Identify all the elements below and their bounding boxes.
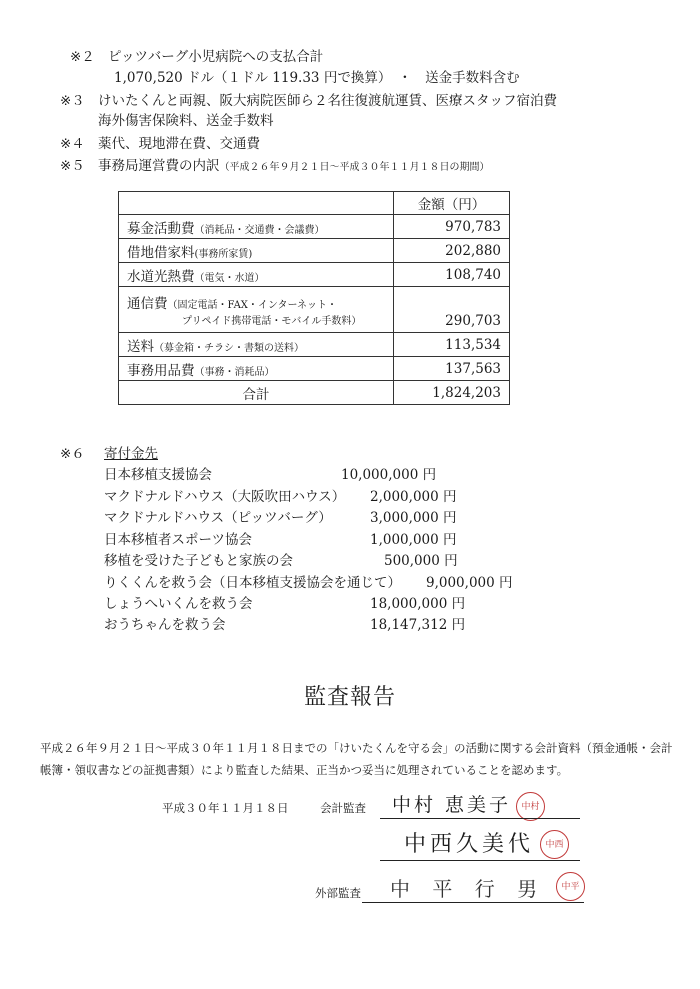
donation-name: マクドナルドハウス（大阪吹田ハウス） bbox=[104, 489, 346, 505]
note-text: 事務局運営費の内訳 bbox=[98, 158, 220, 174]
expense-sub: （固定電話・FAX・インターネット・ bbox=[167, 300, 338, 311]
table-row bbox=[119, 333, 510, 357]
donation-amount: 500,000 円 bbox=[384, 553, 458, 569]
donations-mark: ※６ bbox=[60, 446, 85, 462]
note-mark: ※２ bbox=[70, 49, 95, 65]
total-label: 合計 bbox=[119, 381, 394, 405]
audit-text: 平成２６年９月２１日～平成３０年１１月１８日までの「けいたくんを守る会」の活動に関する会計資料（預金通帳・会計帳簿・領収書などの証拠書類）により監査した結果、正当かつ妥当に処理されていることを認めます。 bbox=[40, 741, 673, 777]
expense-sub: (事務所家賃) bbox=[194, 248, 253, 260]
expense-sub: （事務・消耗品） bbox=[194, 366, 275, 378]
expense-name: 借地借家料 bbox=[127, 244, 195, 261]
signature-nakahira: 中 平 行 男 bbox=[390, 877, 546, 901]
expense-amount: 970,783 bbox=[394, 215, 510, 239]
expense-name: 募金活動費 bbox=[127, 220, 195, 237]
donation-amount: 2,000,000 円 bbox=[370, 489, 457, 505]
signature-nakanishi: 中西久美代 bbox=[404, 832, 535, 857]
total-amount: 1,824,203 bbox=[394, 381, 510, 405]
donation-name: しょうへいくんを救う会 bbox=[104, 596, 253, 612]
seal-stamp: 中西 bbox=[540, 830, 569, 859]
audit-title: 監査報告 bbox=[304, 685, 397, 710]
expense-label bbox=[119, 263, 394, 287]
donation-amount: 1,000,000 円 bbox=[370, 532, 457, 548]
expense-amount: 113,534 bbox=[394, 333, 510, 357]
donation-amount: 18,000,000 円 bbox=[370, 596, 466, 612]
note-mark: ※３ bbox=[60, 93, 85, 109]
table-row bbox=[119, 239, 510, 263]
signature-line bbox=[380, 818, 580, 819]
note-4 bbox=[60, 134, 260, 154]
audit-date: 平成３０年１１月１８日 bbox=[162, 801, 289, 815]
note-text: けいたくんと両親、阪大病院医師ら２名往復渡航運賃、医療スタッフ宿泊費 bbox=[98, 93, 557, 109]
expense-name: 水道光熱費 bbox=[127, 268, 195, 285]
table-total-row bbox=[119, 381, 510, 405]
expense-sub: （電気・水道） bbox=[194, 272, 265, 284]
expense-amount: 108,740 bbox=[394, 263, 510, 287]
seal-stamp: 中村 bbox=[516, 792, 545, 821]
signature-line bbox=[362, 902, 584, 903]
seal-stamp: 中平 bbox=[556, 872, 585, 901]
donation-name: 日本移植支援協会 bbox=[104, 467, 212, 483]
expense-name: 送料 bbox=[127, 338, 154, 355]
external-audit-label: 外部監査 bbox=[315, 886, 361, 900]
note-5 bbox=[60, 156, 490, 178]
signature-nakamura: 中村 恵美子 bbox=[392, 794, 512, 816]
expense-amount: 290,703 bbox=[394, 287, 510, 333]
donation-amount: 10,000,000 円 bbox=[341, 467, 437, 483]
donation-name: りくくんを救う会（日本移植支援協会を通じて） bbox=[104, 575, 401, 591]
donation-name: 移植を受けた子どもと家族の会 bbox=[104, 553, 293, 569]
donation-name: 日本移植者スポーツ協会 bbox=[104, 532, 252, 548]
expense-sub: （募金箱・チラシ・書類の送料） bbox=[154, 342, 304, 354]
expense-name: 通信費 bbox=[127, 296, 168, 312]
amount-header: 金額（円） bbox=[394, 192, 510, 215]
donation-amount: 3,000,000 円 bbox=[370, 510, 457, 526]
expense-label bbox=[119, 239, 394, 263]
note-mark: ※５ bbox=[60, 158, 85, 174]
expense-amount: 137,563 bbox=[394, 357, 510, 381]
expense-sub: （消耗品・交通費・会議費） bbox=[194, 224, 325, 236]
note-text: 薬代、現地滞在費、交通費 bbox=[98, 136, 260, 152]
donation-amount: 18,147,312 円 bbox=[370, 617, 466, 633]
donation-amount: 9,000,000 円 bbox=[426, 575, 513, 591]
expense-label bbox=[119, 357, 394, 381]
accounting-audit-label: 会計監査 bbox=[320, 801, 366, 815]
expense-name: 事務用品費 bbox=[127, 362, 195, 379]
expense-sub-line2: プリペイド携帯電話・モバイル手数料） bbox=[182, 316, 362, 327]
expense-label bbox=[119, 215, 394, 239]
donation-name: おうちゃんを救う会 bbox=[104, 617, 226, 633]
note-text: ピッツバーグ小児病院への支払合計 bbox=[108, 49, 324, 65]
expense-table bbox=[118, 191, 510, 405]
table-row bbox=[119, 357, 510, 381]
signature-line bbox=[380, 860, 580, 861]
note-3-detail: 海外傷害保険料、送金手数料 bbox=[98, 113, 274, 129]
expense-label bbox=[119, 333, 394, 357]
donation-name: マクドナルドハウス（ピッツバーグ） bbox=[104, 510, 332, 526]
donations-heading: 寄付金先 bbox=[104, 446, 158, 462]
table-header-row bbox=[119, 192, 510, 215]
table-row bbox=[119, 287, 510, 333]
note-mark: ※４ bbox=[60, 136, 85, 152]
expense-label bbox=[119, 287, 394, 333]
note-3 bbox=[60, 91, 557, 111]
note-2 bbox=[70, 47, 323, 67]
note-period: （平成２６年９月２１日～平成３０年１１月１８日の期間） bbox=[219, 162, 490, 173]
table-row bbox=[119, 215, 510, 239]
expense-amount: 202,880 bbox=[394, 239, 510, 263]
note-2-detail: 1,070,520 ドル（１ドル 119.33 円で換算） ・ 送金手数料含む bbox=[114, 70, 520, 86]
table-header-blank bbox=[119, 192, 394, 215]
table-row bbox=[119, 263, 510, 287]
